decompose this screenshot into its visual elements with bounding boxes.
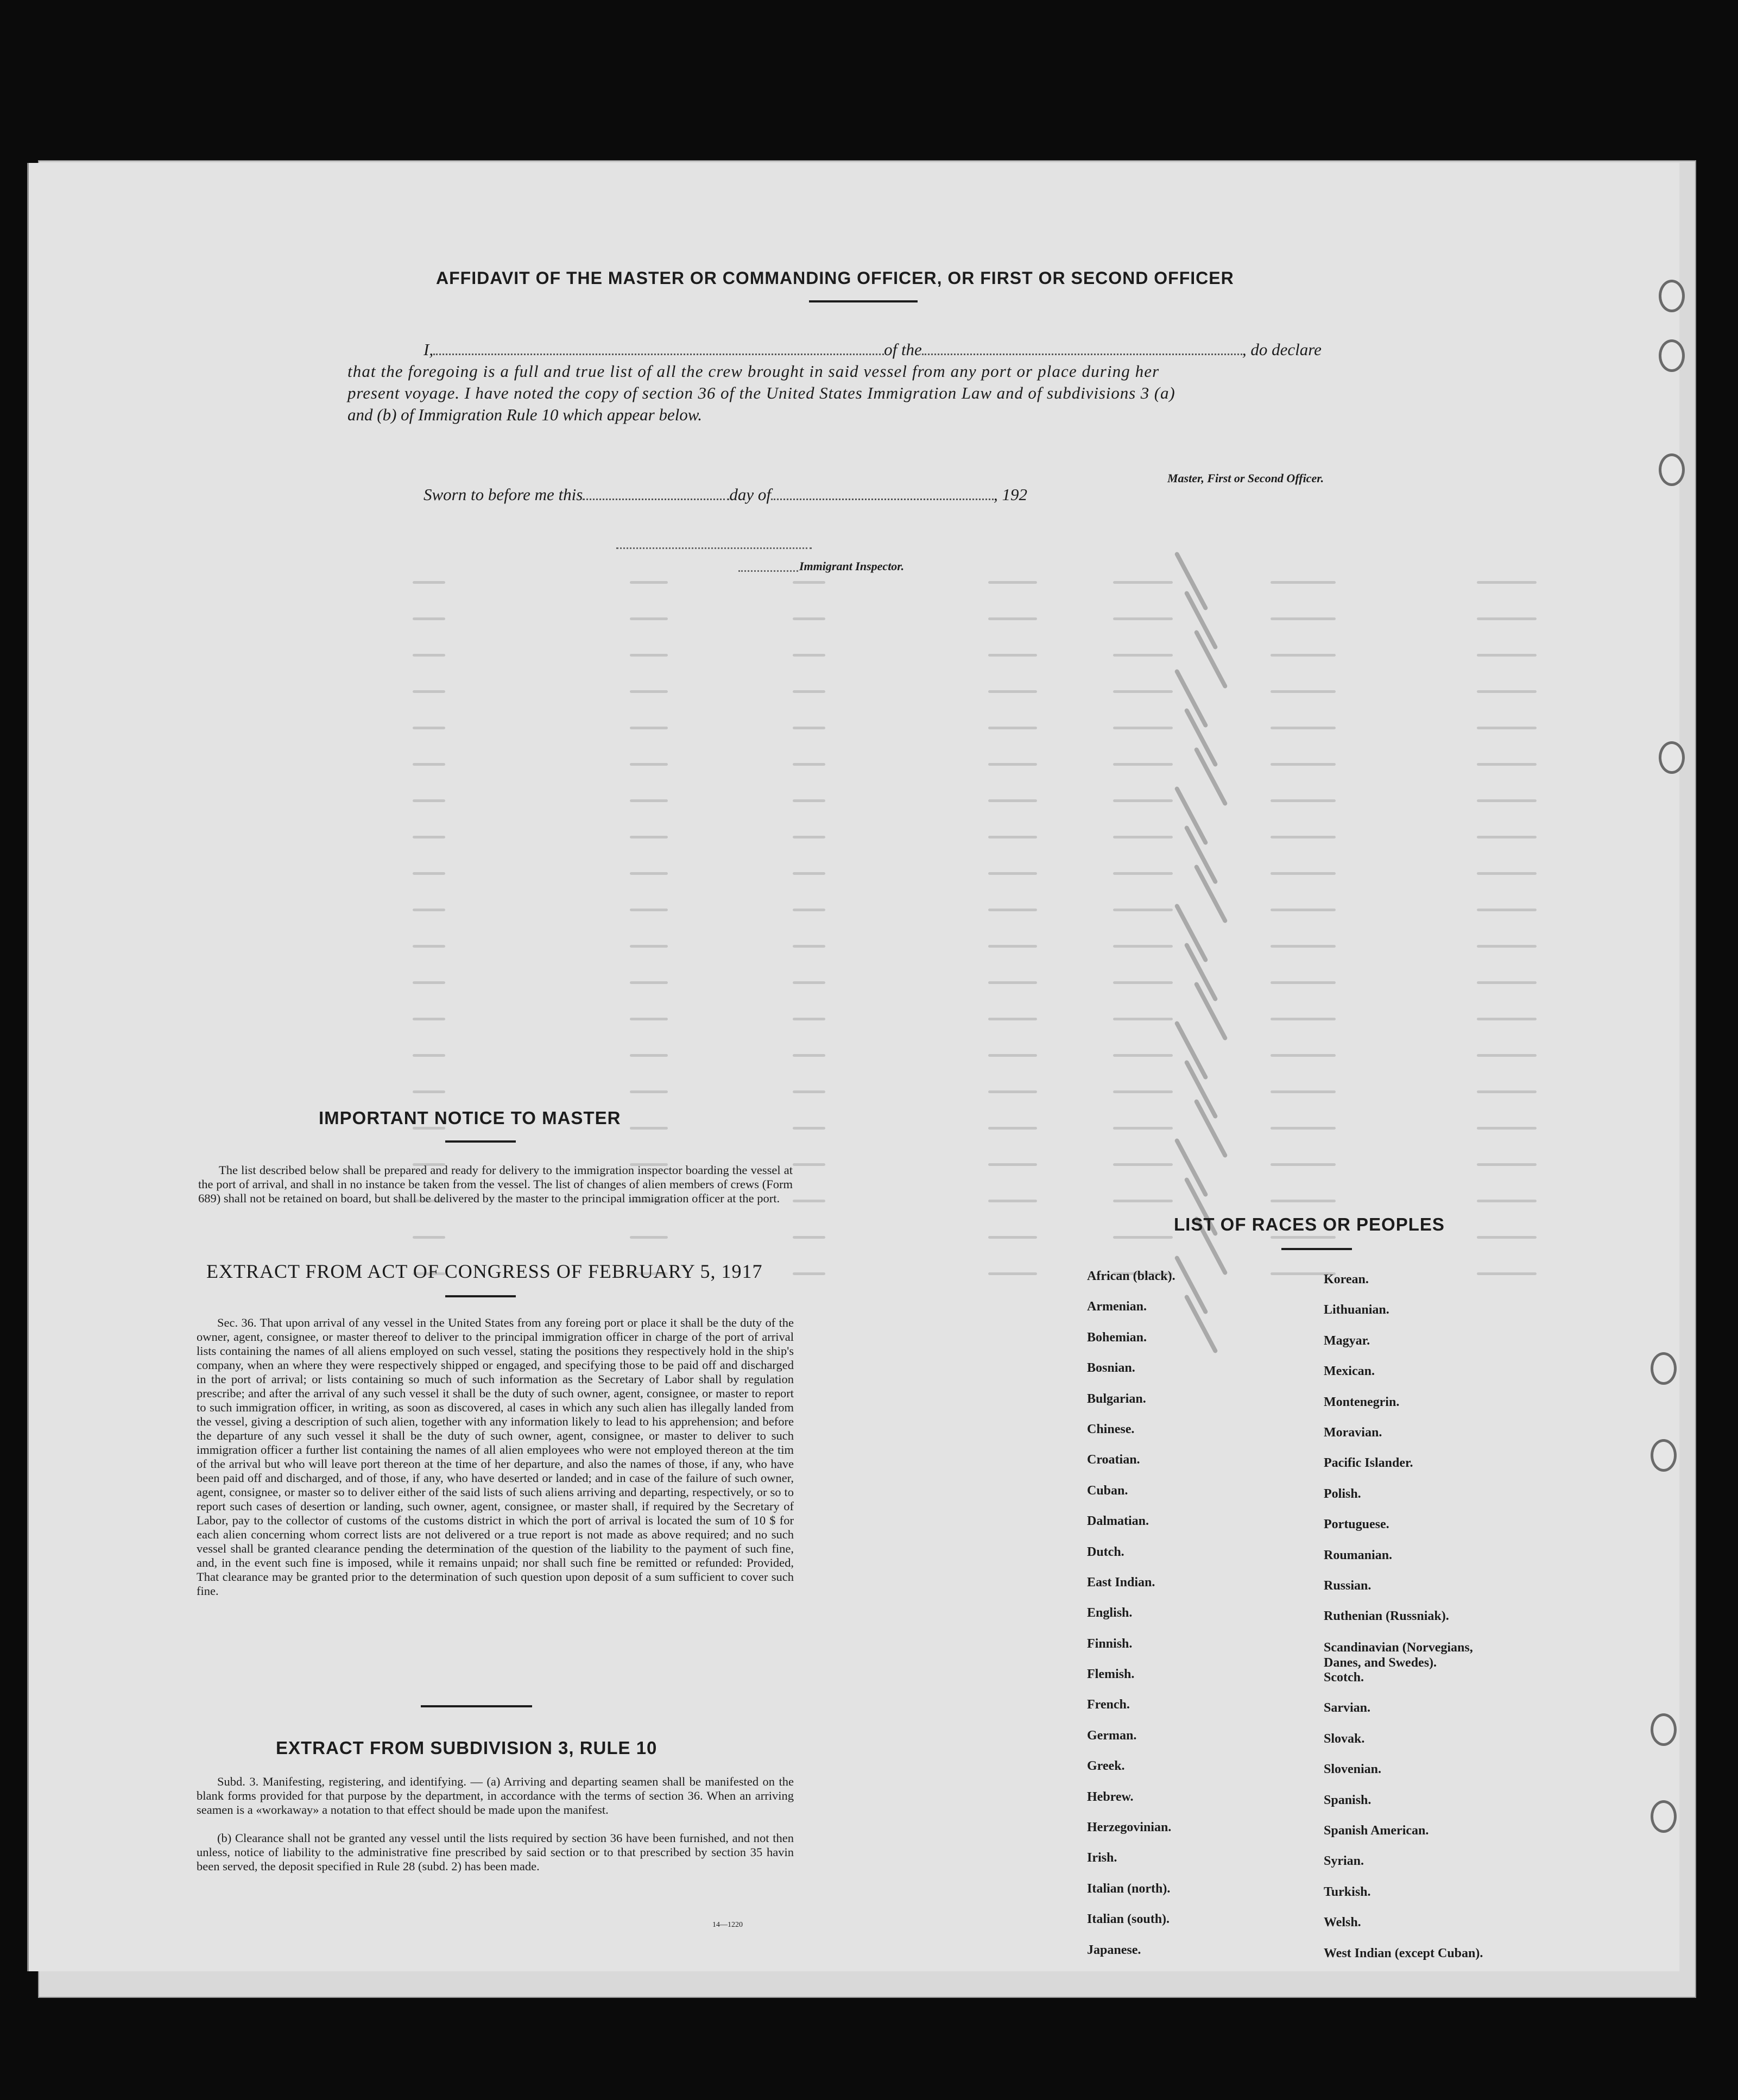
- bleed-mark: [988, 799, 1037, 802]
- bleed-mark: [413, 690, 445, 693]
- race-item: Finnish.: [1087, 1636, 1133, 1651]
- bleed-mark: [1477, 1236, 1537, 1239]
- race-item: Slovak.: [1324, 1731, 1365, 1746]
- bleed-mark: [793, 1054, 825, 1057]
- rule-text-a: Subd. 3. Manifesting, registering, and identifying. — (a) Arriving and departing seamen shall be manifested on the blank forms provided for that purpose by the department, in accordance with the terms of section 36. When an arriving seamen is a «workaway» a notation to that effect should be made upon the manifest.: [197, 1775, 794, 1817]
- affidavit-rule: [809, 300, 918, 302]
- race-item: Irish.: [1087, 1851, 1117, 1865]
- race-item: Bulgarian.: [1087, 1391, 1146, 1406]
- bleed-mark: [413, 617, 445, 620]
- bleed-mark: [793, 1163, 825, 1166]
- bleed-mark: [1271, 1054, 1336, 1057]
- race-item: Syrian.: [1324, 1854, 1364, 1869]
- bleed-mark: [1113, 581, 1173, 584]
- bleed-mark: [793, 1272, 825, 1275]
- bleed-mark: [1113, 763, 1173, 766]
- race-item: Lithuanian.: [1324, 1303, 1389, 1317]
- race-item: Sarvian.: [1324, 1701, 1371, 1716]
- bleed-mark: [793, 1200, 825, 1202]
- punch-hole: [1651, 1352, 1677, 1385]
- race-item: Turkish.: [1324, 1884, 1371, 1899]
- bleed-mark: [1271, 981, 1336, 984]
- bleed-mark: [1477, 763, 1537, 766]
- affidavit-title: AFFIDAVIT OF THE MASTER OR COMMANDING OFFICER, OR FIRST OR SECOND OFFICER: [436, 268, 1234, 288]
- race-item: African (black).: [1087, 1269, 1175, 1283]
- race-item: Croatian.: [1087, 1453, 1140, 1467]
- bleed-mark: [1271, 1163, 1336, 1166]
- punch-hole: [1651, 1439, 1677, 1472]
- race-item: Russian.: [1324, 1578, 1372, 1593]
- bleed-mark: [988, 654, 1037, 657]
- bleed-mark: [1113, 727, 1173, 729]
- bleed-mark: [630, 945, 668, 948]
- bleed-mark: [630, 727, 668, 729]
- bleed-mark: [413, 945, 445, 948]
- bleed-mark: [793, 1090, 825, 1093]
- bleed-mark: [1477, 1090, 1537, 1093]
- bleed-mark: [413, 1236, 445, 1239]
- race-item: Japanese.: [1087, 1943, 1141, 1957]
- rule-text-b: (b) Clearance shall not be granted any vessel until the lists required by section 36 have been furnished, and not then unless, notice of liability to the administrative fine prescribed by said section or to that prescribed by section 35 havin been served, the deposit specified in Rule 28 (subd. 2) has been made.: [197, 1831, 794, 1873]
- bleed-mark: [413, 727, 445, 729]
- bleed-mark: [1113, 1127, 1173, 1130]
- bleed-mark: [630, 981, 668, 984]
- bleed-mark: [1271, 909, 1336, 911]
- bleed-mark: [1271, 1200, 1336, 1202]
- punch-hole: [1659, 453, 1685, 486]
- bleed-mark: [630, 617, 668, 620]
- race-item: Scandinavian (Norvegians, Danes, and Swedes).: [1324, 1640, 1473, 1670]
- bleed-mark: [1113, 1054, 1173, 1057]
- bleed-mark: [413, 836, 445, 838]
- bleed-mark: [793, 727, 825, 729]
- bleed-mark: [1477, 1127, 1537, 1130]
- affidavit-line-2: that the foregoing is a full and true list of all the crew brought in said vessel from any port or place during her: [347, 362, 1160, 381]
- race-item: West Indian (except Cuban).: [1324, 1946, 1483, 1960]
- inspector-signature-line: [616, 547, 812, 549]
- bleed-mark: [1477, 690, 1537, 693]
- punch-hole: [1651, 1800, 1677, 1833]
- bleed-mark: [413, 981, 445, 984]
- races-title: LIST OF RACES OR PEOPLES: [1174, 1214, 1445, 1234]
- bleed-mark: [793, 763, 825, 766]
- race-item: Hebrew.: [1087, 1789, 1134, 1804]
- race-item: Magyar.: [1324, 1333, 1370, 1348]
- race-item: Dutch.: [1087, 1544, 1124, 1559]
- punch-hole: [1651, 1713, 1677, 1746]
- bleed-mark: [630, 654, 668, 657]
- inspector-label: Immigrant Inspector.: [799, 559, 905, 573]
- bleed-mark: [1271, 581, 1336, 584]
- notice-rule: [445, 1140, 516, 1143]
- race-item: Italian (north).: [1087, 1881, 1171, 1896]
- bleed-mark: [413, 763, 445, 766]
- race-item: Dalmatian.: [1087, 1514, 1149, 1529]
- race-item: Armenian.: [1087, 1300, 1147, 1314]
- punch-hole: [1659, 339, 1685, 372]
- race-item: English.: [1087, 1606, 1133, 1620]
- bleed-mark: [630, 836, 668, 838]
- bleed-mark: [793, 872, 825, 875]
- inspector-signature-line-2: [738, 570, 798, 572]
- bleed-mark: [988, 909, 1037, 911]
- bleed-mark: [988, 836, 1037, 838]
- race-item: Portuguese.: [1324, 1517, 1389, 1532]
- bleed-mark: [793, 1236, 825, 1239]
- bleed-mark: [1113, 1018, 1173, 1020]
- act-title: EXTRACT FROM ACT OF CONGRESS OF FEBRUARY 5, 1917: [206, 1260, 763, 1282]
- race-item: Welsh.: [1324, 1915, 1361, 1930]
- affidavit-line-1: [424, 340, 1322, 360]
- race-item: Polish.: [1324, 1486, 1361, 1501]
- rule-title: EXTRACT FROM SUBDIVISION 3, RULE 10: [276, 1738, 658, 1758]
- bleed-mark: [1271, 872, 1336, 875]
- bleed-mark: [413, 872, 445, 875]
- bleed-mark: [413, 581, 445, 584]
- bleed-mark: [1113, 981, 1173, 984]
- act-end-rule: [421, 1705, 532, 1707]
- race-item: Greek.: [1087, 1759, 1125, 1774]
- bleed-mark: [1477, 1018, 1537, 1020]
- bleed-mark: [1477, 581, 1537, 584]
- race-item: Italian (south).: [1087, 1912, 1170, 1927]
- race-item: German.: [1087, 1728, 1137, 1743]
- bleed-mark: [1271, 690, 1336, 693]
- bleed-mark: [1271, 1236, 1336, 1239]
- affidavit-line-4: and (b) of Immigration Rule 10 which appear below.: [347, 405, 702, 424]
- race-item: Bosnian.: [1087, 1361, 1135, 1376]
- race-item: Herzegovinian.: [1087, 1820, 1172, 1835]
- races-left-column: [1087, 1269, 1175, 1973]
- bleed-mark: [1477, 617, 1537, 620]
- bleed-mark: [988, 981, 1037, 984]
- bleed-mark: [1477, 727, 1537, 729]
- sworn-line: [424, 485, 1027, 504]
- bleed-mark: [413, 1018, 445, 1020]
- bleed-mark: [630, 1018, 668, 1020]
- bleed-mark: [1271, 799, 1336, 802]
- bleed-mark: [988, 1272, 1037, 1275]
- race-item: Mexican.: [1324, 1364, 1375, 1379]
- race-item: Spanish American.: [1324, 1824, 1429, 1838]
- bleed-mark: [630, 799, 668, 802]
- bleed-mark: [793, 909, 825, 911]
- bleed-mark: [988, 1163, 1037, 1166]
- bleed-mark: [793, 1127, 825, 1130]
- bleed-mark: [630, 690, 668, 693]
- bleed-mark: [413, 654, 445, 657]
- bleed-mark: [1271, 1090, 1336, 1093]
- bleed-mark: [988, 1200, 1037, 1202]
- bleed-mark: [1271, 617, 1336, 620]
- bleed-mark: [1477, 1163, 1537, 1166]
- race-item: Cuban.: [1087, 1483, 1128, 1498]
- bleed-mark: [1113, 909, 1173, 911]
- bleed-mark: [1113, 690, 1173, 693]
- bleed-mark: [1477, 1054, 1537, 1057]
- bleed-mark: [413, 799, 445, 802]
- bleed-mark: [1477, 799, 1537, 802]
- bleed-mark: [1271, 763, 1336, 766]
- bleed-mark: [1113, 617, 1173, 620]
- bleed-mark: [630, 872, 668, 875]
- bleed-mark: [793, 581, 825, 584]
- notice-text: The list described below shall be prepared and ready for delivery to the immigration inspector boarding the vessel at the port of arrival, and shall in no instance be taken from the vessel. The list of changes of alien members of crews (Form 689) shall not be retained on board, but shall be delivered by the master to the principal immigration officer at the port.: [198, 1163, 793, 1205]
- affidavit-i: I,: [424, 340, 434, 359]
- sworn-text: Sworn to before me this: [424, 485, 583, 504]
- bleed-mark: [1113, 1200, 1173, 1202]
- bleed-mark: [1477, 981, 1537, 984]
- notice-title: IMPORTANT NOTICE TO MASTER: [319, 1108, 621, 1128]
- race-item: Roumanian.: [1324, 1548, 1393, 1562]
- bleed-mark: [1113, 1163, 1173, 1166]
- bleed-mark: [988, 1018, 1037, 1020]
- bleed-mark: [1271, 727, 1336, 729]
- bleed-mark: [1477, 909, 1537, 911]
- act-rule: [445, 1295, 516, 1297]
- form-code: 14—1220: [712, 1921, 743, 1929]
- bleed-mark: [630, 1236, 668, 1239]
- race-item: Slovenian.: [1324, 1762, 1382, 1777]
- race-item: Montenegrin.: [1324, 1395, 1400, 1409]
- bleed-mark: [413, 1054, 445, 1057]
- bleed-mark: [988, 1054, 1037, 1057]
- race-item: Bohemian.: [1087, 1330, 1147, 1345]
- bleed-mark: [793, 690, 825, 693]
- bleed-mark: [1271, 1127, 1336, 1130]
- bleed-mark: [988, 1090, 1037, 1093]
- bleed-mark: [1477, 1200, 1537, 1202]
- races-rule: [1281, 1248, 1352, 1250]
- race-item: East Indian.: [1087, 1575, 1155, 1590]
- races-right-column: [1324, 1272, 1503, 1977]
- bleed-mark: [793, 654, 825, 657]
- bleed-mark: [793, 981, 825, 984]
- sworn-year: , 192: [993, 485, 1027, 504]
- affidavit-line-3: present voyage. I have noted the copy of section 36 of the United States Immigration Law and of subdivisions 3 (a): [347, 383, 1175, 402]
- bleed-mark: [988, 945, 1037, 948]
- bleed-mark: [413, 1090, 445, 1093]
- bleed-mark: [1113, 1236, 1173, 1239]
- bleed-mark: [630, 1090, 668, 1093]
- bleed-mark: [988, 1127, 1037, 1130]
- bleed-mark: [1113, 836, 1173, 838]
- bleed-mark: [988, 872, 1037, 875]
- bleed-mark: [988, 690, 1037, 693]
- sworn-day-of: day of: [729, 485, 771, 504]
- bleed-mark: [1477, 945, 1537, 948]
- bleed-mark: [1477, 654, 1537, 657]
- punch-hole: [1659, 741, 1685, 774]
- race-item: Flemish.: [1087, 1667, 1135, 1682]
- bleed-mark: [630, 1127, 668, 1130]
- signature-label: Master, First or Second Officer.: [1167, 471, 1324, 485]
- act-text: Sec. 36. That upon arrival of any vessel in the United States from any foreing port or place it shall be the duty of the owner, agent, consignee, or master thereof to deliver to the principal immigration officer in charge of the port of arrival lists containing the names of all aliens employed on such vessel, stating the positions they respectively hold in the ship's company, when an where they were respectively shipped or engaged, and specifying those to be paid off and discharged in the port of arrival; or lists containing so much of such information as the Secretary of Labor shall by regulation prescribe; and after the arrival of any such vessel it shall be the duty of such owner, agent, consignee, or master to report to such immigration officer, in writing, as soon as discovered, al cases in which any such alien has illegally landed from the vessel, giving a description of such alien, together with any information likely to lead to his apprehension; and before the departure of any such vessel it shall be the duty of such owner, agent, consignee, or master to deliver to such immigration officer a further list containing the names of all alien employees who were not employed thereon at the tim of the arrival but who will leave port thereon at the time of her departure, and also the names of those, if any, who have been paid off and discharged, and of those, if any, who have deserted or landed; and in case of the failure of such owner, agent, consignee, or master so to deliver either of the said lists of such aliens arriving and departing, respectively, or so to report such cases of desertion or landing, such owner, agent, consignee, or master shall, if required by the Secretary of Labor, pay to the collector of customs of the customs district in which the port of arrival is located the sum of 10 $ for each alien concerning whom correct lists are not delivered or a true report is not made as above required; and no such vessel shall be granted clearance pending the determination of the question of the liability to the payment of such fine, and, in the event such fine is imposed, while it remains unpaid; nor shall such fine be remitted or refunded: Provided, That clearance may be granted prior to the determination of such question upon deposit of a sum sufficient to cover such fine.: [197, 1316, 794, 1598]
- bleed-mark: [793, 945, 825, 948]
- bleed-mark: [793, 836, 825, 838]
- bleed-mark: [1477, 836, 1537, 838]
- affidavit-of-the: of the: [884, 340, 922, 359]
- race-item: Scotch.: [1324, 1670, 1364, 1685]
- race-item: Ruthenian (Russniak).: [1324, 1609, 1449, 1624]
- bleed-mark: [1271, 654, 1336, 657]
- bleed-mark: [793, 799, 825, 802]
- bleed-mark: [1271, 836, 1336, 838]
- bleed-mark: [630, 909, 668, 911]
- race-item: Chinese.: [1087, 1422, 1135, 1436]
- bleed-mark: [988, 727, 1037, 729]
- race-item: Korean.: [1324, 1272, 1369, 1287]
- race-item: Spanish.: [1324, 1793, 1372, 1807]
- bleed-mark: [988, 581, 1037, 584]
- affidavit-declare: , do declare: [1242, 340, 1322, 359]
- bleed-mark: [1113, 1090, 1173, 1093]
- punch-hole: [1659, 280, 1685, 312]
- bleed-mark: [630, 763, 668, 766]
- bleed-mark: [793, 617, 825, 620]
- bleed-mark: [1271, 945, 1336, 948]
- bleed-mark: [1113, 654, 1173, 657]
- bleed-mark: [1113, 945, 1173, 948]
- bleed-mark: [1113, 799, 1173, 802]
- race-item: Pacific Islander.: [1324, 1456, 1413, 1471]
- bleed-mark: [988, 763, 1037, 766]
- bleed-mark: [1113, 872, 1173, 875]
- bleed-mark: [1477, 872, 1537, 875]
- race-item: Moravian.: [1324, 1425, 1382, 1440]
- bleed-mark: [988, 617, 1037, 620]
- bleed-mark: [413, 909, 445, 911]
- bleed-mark: [988, 1236, 1037, 1239]
- bleed-mark: [630, 581, 668, 584]
- bleed-mark: [1271, 1018, 1336, 1020]
- race-item: French.: [1087, 1698, 1130, 1712]
- bleed-mark: [793, 1018, 825, 1020]
- bleed-mark: [630, 1054, 668, 1057]
